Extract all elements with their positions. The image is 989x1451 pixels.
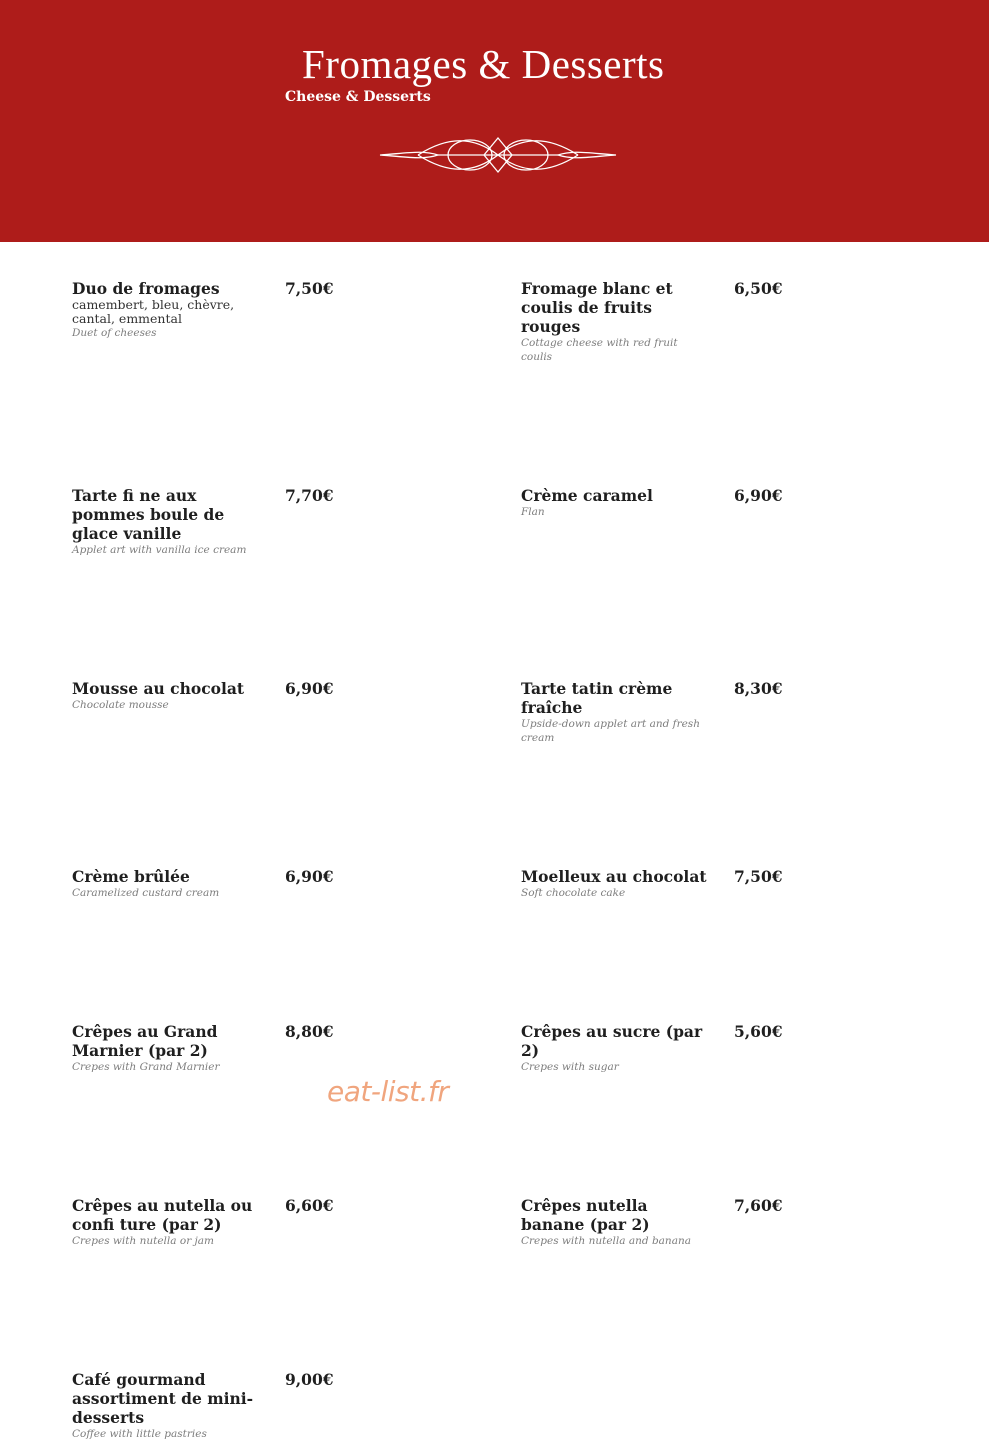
item-price: 8,80€	[285, 1022, 334, 1041]
item-name: Crêpes au Grand Marnier (par 2)	[72, 1022, 218, 1060]
item-english: Crepes with nutella or jam	[72, 1235, 215, 1247]
item-name: Moelleux au chocolat	[521, 867, 707, 886]
item-name: Mousse au chocolat	[72, 679, 245, 698]
item-price: 5,60€	[734, 1022, 783, 1041]
menu-item-tarte-tatin	[521, 679, 716, 745]
item-name: Tarte tatin crème fraîche	[521, 679, 673, 717]
item-name: Crêpes au sucre (par 2)	[521, 1022, 703, 1060]
item-name: Tarte fi ne aux pommes boule de glace vanille	[72, 486, 225, 543]
item-price: 7,70€	[285, 486, 334, 505]
item-name: Crème caramel	[521, 486, 653, 505]
watermark: eat-list.fr	[327, 1075, 449, 1108]
item-price: 9,00€	[285, 1370, 334, 1389]
item-name: Crêpes au nutella ou confi ture (par 2)	[72, 1196, 253, 1234]
item-english: Coffee with little pastries	[72, 1428, 207, 1440]
menu-item-duo-de-fromages	[72, 279, 262, 340]
item-name: Crème brûlée	[72, 867, 190, 886]
menu-item-creme-brulee	[72, 867, 262, 900]
item-price: 7,50€	[734, 867, 783, 886]
item-price: 6,90€	[734, 486, 783, 505]
menu-item-crepes-grand-marnier	[72, 1022, 262, 1074]
menu-item-mousse-au-chocolat	[72, 679, 262, 712]
item-english: Upside-down applet art and fresh cream	[521, 718, 700, 744]
item-english: Caramelized custard cream	[72, 887, 220, 899]
item-name: Duo de fromages	[72, 279, 220, 298]
item-english: Crepes with sugar	[521, 1061, 619, 1073]
flourish-ornament-icon	[378, 134, 618, 176]
item-english: Crepes with Grand Marnier	[72, 1061, 220, 1073]
item-english: Flan	[521, 506, 545, 518]
menu-item-fromage-blanc	[521, 279, 706, 364]
item-english: Applet art with vanilla ice cream	[72, 544, 247, 556]
menu-item-crepes-nutella-banane	[521, 1196, 711, 1248]
menu-item-crepes-au-sucre	[521, 1022, 716, 1074]
menu-item-creme-caramel	[521, 486, 706, 519]
item-name: Crêpes nutella banane (par 2)	[521, 1196, 650, 1234]
item-description: camembert, bleu, chèvre, cantal, emmental	[72, 297, 235, 326]
item-price: 6,60€	[285, 1196, 334, 1215]
item-english: Soft chocolate cake	[521, 887, 626, 899]
item-price: 6,50€	[734, 279, 783, 298]
item-english: Chocolate mousse	[72, 699, 169, 711]
item-name: Café gourmand assortiment de mini-desserts	[72, 1370, 254, 1427]
item-name: Fromage blanc et coulis de fruits rouges	[521, 279, 673, 336]
item-price: 6,90€	[285, 679, 334, 698]
menu-item-tarte-fine-aux-pommes	[72, 486, 262, 557]
item-english: Cottage cheese with red fruit coulis	[521, 337, 678, 363]
item-price: 7,60€	[734, 1196, 783, 1215]
item-price: 6,90€	[285, 867, 334, 886]
menu-item-cafe-gourmand	[72, 1370, 262, 1441]
page-subtitle: Cheese & Desserts	[285, 89, 431, 105]
menu-item-crepes-nutella-confiture	[72, 1196, 270, 1248]
header-banner	[0, 0, 989, 242]
page-title: Fromages & Desserts	[302, 41, 665, 87]
menu-item-moelleux-au-chocolat	[521, 867, 721, 900]
item-english: Duet of cheeses	[72, 327, 157, 339]
item-price: 7,50€	[285, 279, 334, 298]
item-english: Crepes with nutella and banana	[521, 1235, 691, 1247]
item-price: 8,30€	[734, 679, 783, 698]
